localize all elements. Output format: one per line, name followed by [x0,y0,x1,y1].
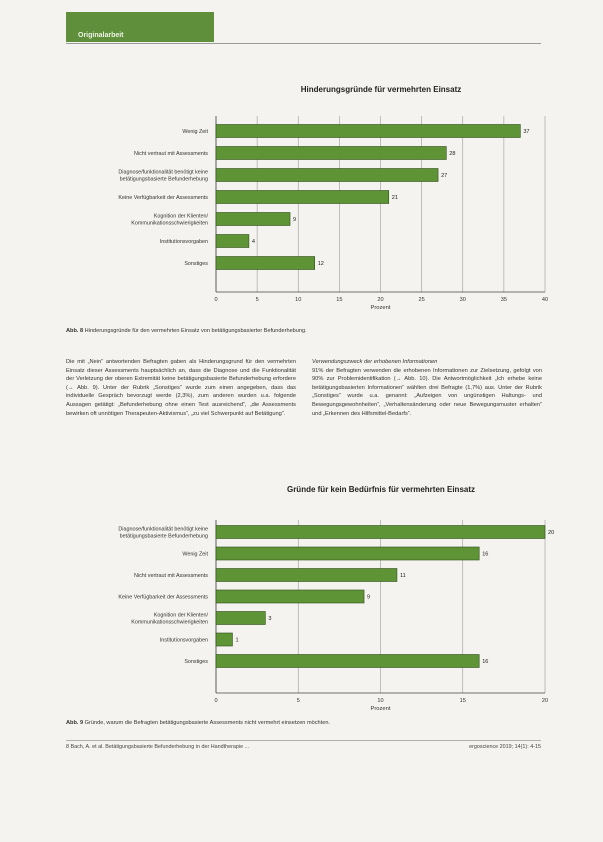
category-label: Wenig Zeit [182,129,208,135]
category-label: Nicht vertraut mit Assessments [134,151,208,157]
bar [216,235,249,248]
x-tick-label: 15 [459,698,466,704]
fig9-caption-prefix: Abb. 9 [66,720,84,726]
data-label: 28 [449,151,456,157]
fig8-caption-text: Hinderungsgründe für den vermehrten Einsatz von betätigungsbasierter Befunderhebung. [84,328,307,334]
bar [216,147,446,160]
x-tick-label: 35 [500,297,507,303]
category-label: Diagnose/funktionalität benötigt keine [118,169,208,176]
x-tick-label: 20 [541,698,549,704]
category-label: betätigungsbasierte Befunderhebung [119,176,208,183]
left-paragraph: Die mit „Nein“ antwortenden Befragten gaben als Hinderungsgrund für den vermehrten Einsatz dieser Assessments hauptsächlich an, dass die Diagnose und die Funktionalität der Verletzung der oberen Extremität keine betätigungsbasierte Befunderhebung erfordere (→ Abb. 9). Unter der Rubrik „Sonstiges“ wurde zum einen angegeben, dass das individuelle Gespräch bevorzugt werde (2,3%), zum anderen wurden u.a. folgende Aussagen getätigt: „Befunderhebung ohne einen Test ausreichend“, „die Assessments bewirken oft unnötigen Therapeuten-Aktivismus“, „zu viel Schwerpunkt auf Betätigung“. [66,359,296,417]
x-axis-label: Prozent [370,305,391,311]
right-heading: Verwendungszweck der erhobenen Informationen [312,359,438,365]
right-column [312,358,542,418]
category-label: Sonstiges [184,659,208,665]
data-label: 27 [441,173,448,179]
category-label: Diagnose/funktionalität benötigt keine [118,526,208,533]
x-tick-label: 30 [459,297,466,303]
section-label: Originalarbeit [78,32,124,39]
x-axis-label: Prozent [370,706,391,712]
x-tick-label: 0 [214,297,218,303]
data-label: 16 [482,659,489,665]
x-tick-label: 10 [295,297,302,303]
bar [216,213,290,226]
footer-left: 8 Bach, A. et al. Betätigungsbasierte Befunderhebung in der Handtherapie ... [66,744,250,750]
category-label: Keine Verfügbarkeit der Assessments [118,594,208,601]
data-label: 37 [523,129,530,135]
category-label: Nicht vertraut mit Assessments [134,573,208,579]
x-tick-label: 15 [336,297,343,303]
x-tick-label: 10 [377,698,384,704]
data-label: 20 [548,530,555,536]
category-label: Keine Verfügbarkeit der Assessments [118,195,208,201]
category-label: betätigungsbasierte Befunderhebung [119,533,208,540]
data-label: 1 [235,637,239,644]
data-label: 9 [367,594,371,601]
x-tick-label: 40 [541,297,549,303]
bar [216,125,520,138]
category-label: Kommunikationsschwierigkeiten [131,220,208,227]
fig8-caption-prefix: Abb. 8 [66,328,84,334]
fig8-caption [66,328,307,334]
x-tick-label: 5 [296,698,300,704]
category-label: Institutionsvorgaben [159,637,208,644]
category-label: Wenig Zeit [182,551,208,558]
category-label: Institutionsvorgaben [159,239,208,245]
chart1-title: Hinderungsgründe für vermehrten Einsatz [300,85,462,94]
x-tick-label: 20 [377,297,384,303]
category-label: Kommunikationsschwierigkeiten [131,619,208,626]
footer-right: ergoscience 2019; 14(1): 4-15 [469,744,541,750]
category-label: Kognition der Klienten/ [153,213,208,220]
fig9-caption [66,720,330,726]
category-label: Sonstiges [184,261,208,267]
data-label: 3 [268,616,272,622]
chart2-title: Gründe für kein Bedürfnis für vermehrten Einsatz [286,485,476,494]
bar [216,191,389,204]
data-label: 16 [482,551,489,558]
data-label: 21 [391,195,398,201]
data-label: 12 [317,261,324,267]
data-label: 11 [399,573,406,579]
left-column [66,358,296,418]
data-label: 9 [293,217,297,223]
fig9-caption-text: Gründe, warum die Befragten betätigungsbasierte Assessments nicht vermehrt einsetzen möchten. [84,720,330,726]
right-paragraph: 91% der Befragten verwenden die erhobenen Informationen zur Zielsetzung, gefolgt von 90% zur Problemidentifikation (→ Abb. 10). Die Antwortmöglichkeit „Ich erhebe keine betätigungsbasierten Informationen“ wählten drei Befragte (1,7%) aus. Unter der Rubrik „Sonstiges“ wurde u.a. genannt: „Aufzeigen von ungünstigen Haltungs- und Bewegungsgewohnheiten“, „Verhaltensänderung oder neue Bewegungsmuster erhalten“ und „Erkennen des Hilfsmittel-Bedarfs“. [312,367,542,417]
footer-divider [66,740,541,741]
x-tick-label: 0 [214,698,218,704]
x-tick-label: 5 [255,297,259,303]
bar [216,257,315,270]
category-label: Kognition der Klienten/ [153,612,208,619]
data-label: 4 [251,239,256,245]
bar [216,169,438,182]
x-tick-label: 25 [418,297,425,303]
